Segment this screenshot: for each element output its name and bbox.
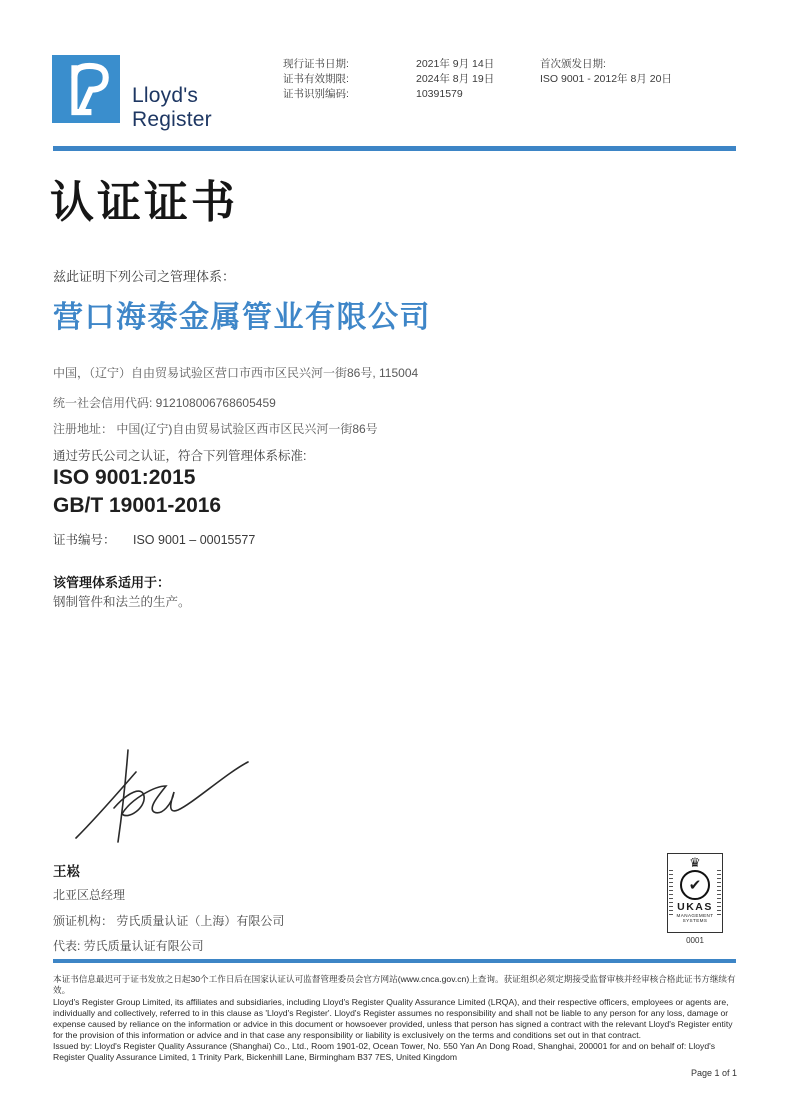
meta-label: 证书有效期限: [283, 73, 349, 85]
first-issue-label: 首次颁发日期: [540, 58, 606, 70]
standard-iso: ISO 9001:2015 [53, 466, 196, 489]
brand-line1: Lloyd's [132, 84, 199, 107]
footer-issued-by: Issued by: Lloyd's Register Quality Assurance (Shanghai) Co., Ltd., Room 1901-02, Ocean Tower, No. 550 Yan An Dong Road, Shanghai, 200001 for and on behalf of: Lloyd's Register Quality Assurance Limited, 1 Trinity Park, Bickenhill Lane, Birmingham B37 7ES, United Kingdom [53, 1041, 716, 1063]
page-number: Page 1 of 1 [690, 1068, 737, 1078]
meta-value: 2024年 8月 19日 [416, 73, 495, 85]
signatory-name: 王崧 [53, 864, 80, 879]
ukas-ticks-right [717, 870, 721, 918]
scope-text: 钢制管件和法兰的生产。 [53, 595, 191, 609]
ukas-box [667, 853, 723, 933]
meta-row-current-date [283, 57, 494, 72]
lr-monogram-icon [52, 55, 120, 123]
footer-disclaimer-en: Lloyd's Register Group Limited, its affiliates and subsidiaries, including Lloyd's Register Quality Assurance Limited (LRQA), and their respective officers, employees or agents are, individually and collectively, referred to in this clause as 'Lloyd's Register'. Lloyd's Register assumes no responsibility and shall not be liable to any person for any loss, damage or expense caused by reliance on the information or advice in this document or howsoever provided, unless that person has signed a contract with the relevant Lloyd's Register entity for the provision of this information or advice and in that case any responsibility or liability is exclusively on the terms and conditions set out in that contract. [53, 996, 733, 1040]
signature-image [70, 742, 270, 857]
ukas-number: 0001 [686, 936, 704, 945]
issuing-office: 颁证机构： 劳氏质量认证（上海）有限公司 [53, 914, 285, 928]
certificate-number [53, 530, 255, 548]
brand-wordmark [132, 84, 212, 132]
meta-value: 2021年 9月 14日 [416, 58, 495, 70]
meta-row-expiry-date [283, 72, 494, 87]
ukas-sub-line1: MANAGEMENT [676, 913, 714, 918]
meta-label: 现行证书日期: [283, 58, 349, 70]
footer-disclaimers [53, 974, 737, 1064]
standards-list [53, 464, 221, 520]
credit-code: 统一社会信用代码: 912108006768605459 [53, 396, 276, 410]
ukas-sub-line2: SYSTEMS [682, 918, 708, 924]
signature-stroke [70, 742, 270, 852]
on-behalf-of: 代表: 劳氏质量认证有限公司 [53, 939, 204, 953]
signatory-title: 北亚区总经理 [53, 888, 126, 902]
certificate-meta [283, 57, 494, 102]
brand-line2: Register [132, 108, 212, 131]
certificate-number-value: ISO 9001 – 00015577 [133, 533, 256, 547]
meta-value: 10391579 [416, 88, 463, 100]
registered-address: 注册地址： 中国(辽宁)自由贸易试验区西市区民兴河一街86号 [53, 422, 378, 436]
meta-label: 证书识别编码: [283, 88, 349, 100]
certificate-title: 认证证书 [50, 177, 238, 228]
first-issue-block [540, 57, 672, 87]
ukas-name: UKAS [677, 901, 713, 913]
company-address: 中国，（辽宁）自由贸易试验区营口市西市区民兴河一街86号, 115004 [53, 366, 419, 380]
crown-icon: ♛ [689, 855, 701, 870]
intro-statement: 兹此证明下列公司之管理体系： [53, 269, 236, 284]
lloyds-register-logo [52, 55, 120, 123]
certificate-number-label: 证书编号： [53, 533, 116, 547]
company-name: 营口海泰金属管业有限公司 [53, 301, 431, 334]
ukas-accreditation-mark [660, 853, 730, 945]
approval-statement: 通过劳氏公司之认证，符合下列管理体系标准: [53, 449, 307, 463]
first-issue-value: ISO 9001 - 2012年 8月 20日 [540, 73, 672, 85]
check-icon: ✔ [680, 870, 710, 900]
footer-notice-cn: 本证书信息最迟可于证书发放之日起30个工作日后在国家认证认可监督管理委员会官方网站(www.cnca.gov.cn)上查询。获证组织必须定期接受监督审核并经审核合格此证书方继续有效。 [53, 974, 736, 995]
top-divider [53, 146, 736, 151]
bottom-divider [53, 959, 736, 963]
ukas-ticks-left [669, 870, 673, 918]
meta-row-certificate-id [283, 87, 494, 102]
standard-gbt: GB/T 19001-2016 [53, 494, 222, 517]
scope-heading: 该管理体系适用于： [53, 575, 171, 590]
